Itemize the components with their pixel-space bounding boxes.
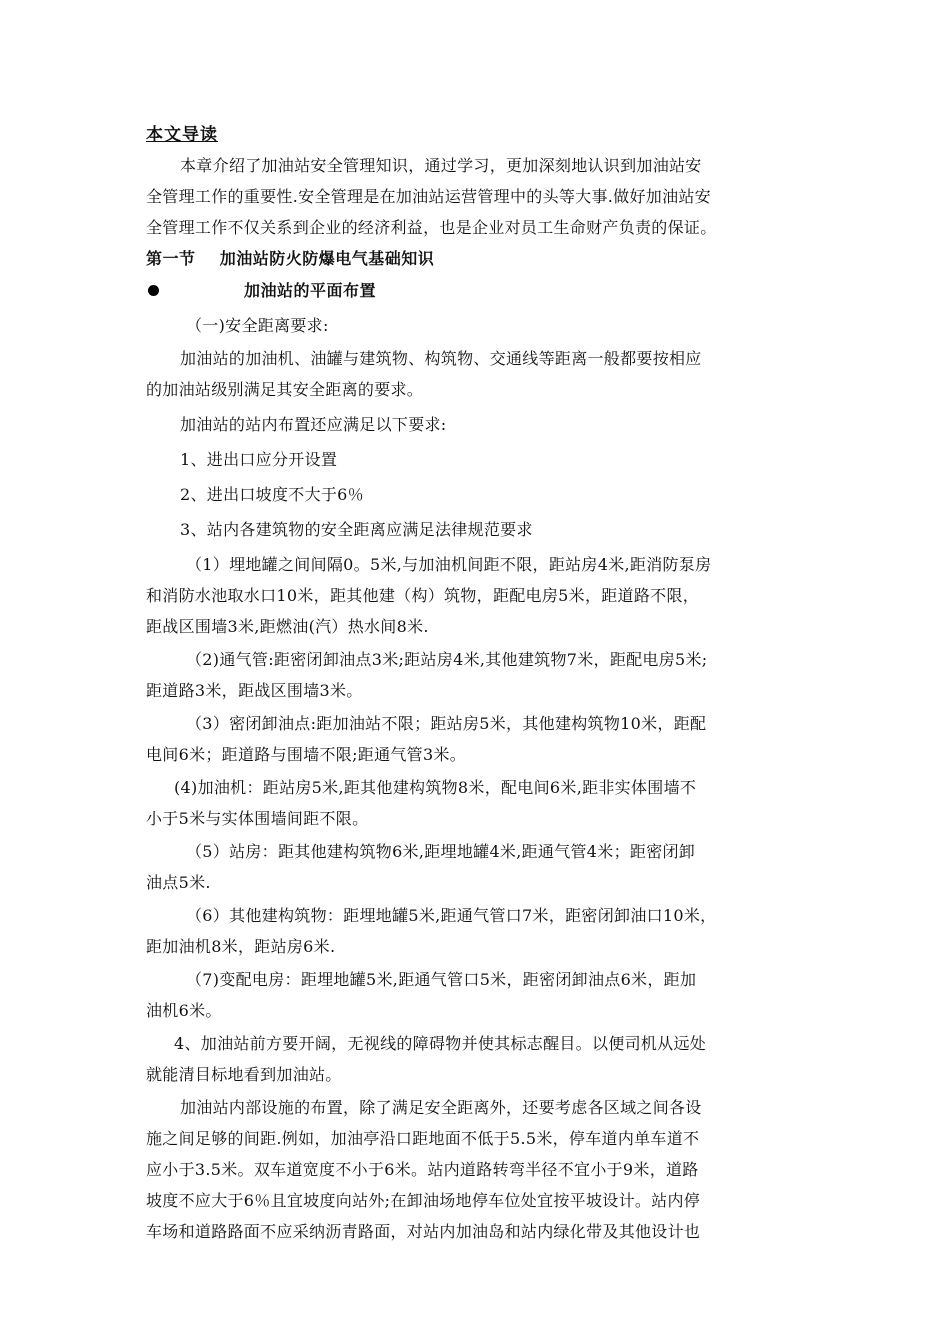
distance-line: 电间6米；距道路与围墙不限;距通气管3米。	[146, 745, 467, 764]
requirement-item: 3、站内各建筑物的安全距离应满足法律规范要求	[180, 520, 533, 539]
sub-heading: （一)安全距离要求:	[186, 316, 329, 335]
intro-paragraph	[146, 150, 814, 243]
intro-line: 全管理工作不仅关系到企业的经济利益，也是企业对员工生命财产负责的保证。	[146, 218, 717, 237]
requirement-line: 4、加油站前方要开阔，无视线的障碍物并使其标志醒目。以便司机从远处	[174, 1034, 707, 1053]
distance-line: （1）埋地罐之间间隔0。5米,与加油机间距不限，距站房4米,距消防泵房	[186, 555, 712, 574]
distance-line: 小于5米与实体围墙间距不限。	[146, 809, 369, 828]
document-body	[146, 120, 814, 1247]
distance-item	[146, 772, 814, 834]
intro-line: 全管理工作的重要性.安全管理是在加油站运营管理中的头等大事.做好加油站安	[146, 187, 711, 206]
paragraph-line: 加油站的加油机、油罐与建筑物、构筑物、交通线等距离一般都要按相应	[180, 349, 702, 368]
intro-line: 本章介绍了加油站安全管理知识，通过学习，更加深刻地认识到加油站安	[180, 156, 702, 175]
paragraph-line: 的加油站级别满足其安全距离的要求。	[146, 380, 424, 399]
distance-line: （5）站房：距其他建构筑物6米,距埋地罐4米,距通气管4米；距密闭卸	[186, 842, 696, 861]
distance-item	[146, 836, 814, 898]
distance-line: 距加油机8米，距站房6米.	[146, 937, 336, 956]
guide-title: 本文导读	[146, 125, 218, 145]
paragraph	[146, 343, 814, 405]
distance-line: （3）密闭卸油点:距加油站不限；距站房5米，其他建构筑物10米，距配	[186, 714, 707, 733]
distance-item	[146, 964, 814, 1026]
distance-line: 油点5米.	[146, 873, 211, 892]
bullet-icon	[148, 285, 159, 296]
distance-line: 和消防水池取水口10米，距其他建（构）筑物，距配电房5米，距道路不限，	[146, 586, 700, 605]
requirement-line: 就能清目标地看到加油站。	[146, 1065, 342, 1084]
section-title: 第一节 加油站防火防爆电气基础知识	[146, 249, 435, 268]
requirement-item: 1、进出口应分开设置	[180, 450, 338, 469]
bullet-heading-label: 加油站的平面布置	[244, 281, 377, 300]
distance-line: （2)通气管:距密闭卸油点3米;距站房4米,其他建筑物7米，距配电房5米;	[186, 650, 708, 669]
bullet-heading	[146, 274, 814, 308]
distance-item	[146, 708, 814, 770]
distance-line: 油机6米。	[146, 1001, 222, 1020]
paragraph-line: 应小于3.5米。双车道宽度不小于6米。站内道路转弯半径不宜小于9米，道路	[146, 1160, 699, 1179]
distance-item	[146, 549, 814, 642]
paragraph-line: 车场和道路路面不应采纳沥青路面，对站内加油岛和站内绿化带及其他设计也	[146, 1222, 701, 1241]
paragraph-line: 加油站内部设施的布置，除了满足安全距离外，还要考虑各区域之间各设	[180, 1098, 702, 1117]
paragraph: 加油站的站内布置还应满足以下要求:	[180, 415, 447, 434]
distance-item	[146, 900, 814, 962]
distance-item	[146, 644, 814, 706]
distance-line: 距战区围墙3米,距燃油(汽）热水间8米.	[146, 617, 429, 636]
paragraph-line: 坡度不应大于6％且宜坡度向站外;在卸油场地停车位处宜按平坡设计。站内停	[146, 1191, 701, 1210]
distance-line: （7)变配电房：距埋地罐5米,距通气管口5米，距密闭卸油点6米，距加	[186, 970, 697, 989]
distance-line: （6）其他建构筑物：距埋地罐5米,距通气管口7米，距密闭卸油口10米，	[186, 906, 717, 925]
paragraph-line: 施之间足够的间距.例如，加油亭沿口距地面不低于5.5米，停车道内单车道不	[146, 1129, 700, 1148]
requirement-item: 2、进出口坡度不大于6％	[180, 485, 364, 504]
distance-line: 距道路3米，距战区围墙3米。	[146, 681, 363, 700]
requirement-item	[146, 1028, 814, 1090]
distance-line: (4)加油机：距站房5米,距其他建构筑物8米，配电间6米,距非实体围墙不	[174, 778, 697, 797]
paragraph	[146, 1092, 814, 1247]
